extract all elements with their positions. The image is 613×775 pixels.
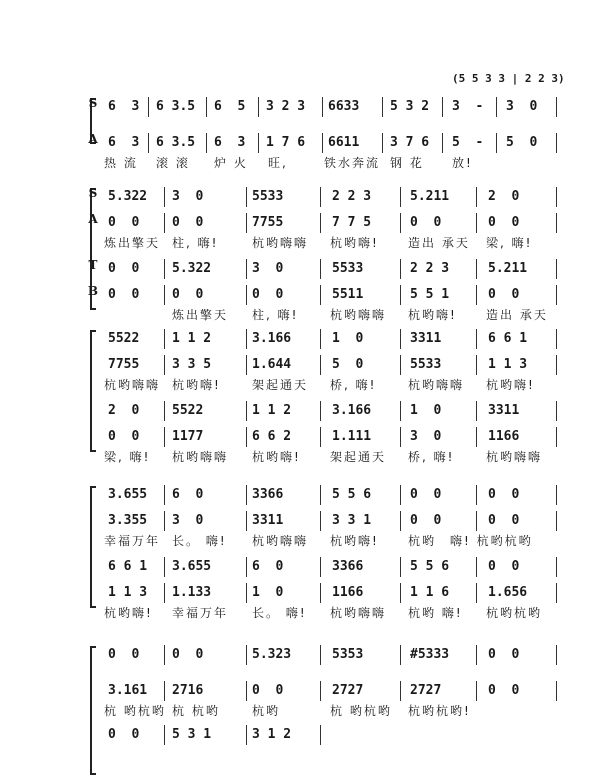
staff-row-lower-2: 0 0 1177 6 6 2 1.111 3 0 1166 <box>0 426 613 448</box>
staff-row-alto: A 0 0 0 0 7755 7 7 5 0 0 0 0 <box>0 212 613 234</box>
staff-row-lower-1: 0 0 5 3 1 3 1 2 <box>0 724 613 746</box>
lyrics-line-lower: 炼出擎天 柱, 嗨! 杭哟嗨嗨 杭哟嗨! 造出 承天 <box>172 308 548 322</box>
staff-row-soprano <box>0 96 613 118</box>
lyrics-line-upper: 杭哟嗨嗨 杭哟嗨! 架起通天 桥, 嗨! 杭哟嗨嗨 杭哟嗨! <box>104 378 535 392</box>
staff-row-bass: B 0 0 0 0 0 0 5511 5 5 1 0 0 <box>0 284 613 306</box>
staff-row-upper-2: 3.355 3 0 3311 3 3 1 0 0 0 0 <box>0 510 613 532</box>
measure: 3 2 3 <box>266 99 306 114</box>
staff-row-upper-2: 7755 3 3 5 1.644 5 0 5533 1 1 3 <box>0 354 613 376</box>
measure: 6 3 <box>108 99 140 114</box>
staff-row-lower-1: 2 0 5522 1 1 2 3.166 1 0 3311 <box>0 400 613 422</box>
lyrics-line: 热 流 滚 滚 炉 火 旺, 铁水奔流 钢 花 放! <box>104 156 473 170</box>
lyrics-line-lower: 梁, 嗨! 杭哟嗨嗨 杭哟嗨! 架起通天 桥, 嗨! 杭哟嗨嗨 <box>104 450 543 464</box>
voice-label: A <box>88 132 98 146</box>
staff-row-upper-1: 3.655 6 0 3366 5 5 6 0 0 0 0 <box>0 484 613 506</box>
measure: 5 0 <box>506 135 538 150</box>
staff-row-upper-2: 3.161 2716 0 0 2727 2727 0 0 <box>0 680 613 702</box>
measure: 5 - <box>452 135 484 150</box>
staff-row-upper-1: 5522 1 1 2 3.166 1 0 3311 6 6 1 <box>0 328 613 350</box>
measure: 6 3 <box>108 135 140 150</box>
measure: 6611 <box>328 135 360 150</box>
staff-row-tenor: T 0 0 5.322 3 0 5533 2 2 3 5.211 <box>0 258 613 280</box>
staff-row-lower-2: 1 1 3 1.133 1 0 1166 1 1 6 1.656 <box>0 582 613 604</box>
measure: 6 3.5 <box>156 135 196 150</box>
voice-label: S <box>88 96 98 110</box>
measure: 6 3.5 <box>156 99 196 114</box>
lyrics-line-upper: 炼出擎天 柱, 嗨! 杭哟嗨嗨 杭哟嗨! 造出 承天 梁, 嗨! <box>104 236 533 250</box>
lyrics-line-lower: 杭哟嗨! 幸福万年 长。 嗨! 杭哟嗨嗨 杭哟 嗨! 杭哟杭哟 <box>104 606 543 620</box>
staff-row-soprano: S 5.322 3 0 5533 2 2 3 5.211 2 0 <box>0 186 613 208</box>
measure: 5 3 2 <box>390 99 430 114</box>
lyrics-line-upper: 杭 哟杭哟 杭 杭哟 杭哟 杭 哟杭哟 杭哟杭哟! <box>104 704 471 718</box>
measure: 6 5 <box>214 99 246 114</box>
staff-row-lower-1: 6 6 1 3.655 6 0 3366 5 5 6 0 0 <box>0 556 613 578</box>
measure: 3 0 <box>506 99 538 114</box>
staff-row-upper-1: 0 0 0 0 5.323 5353 #5333 0 0 <box>0 644 613 666</box>
measure: 6 3 <box>214 135 246 150</box>
lyrics-line-upper: 幸福万年 长。 嗨! 杭哟嗨嗨 杭哟嗨! 杭哟 嗨! 杭哟杭哟 <box>104 534 533 548</box>
optional-notes: (5 5 3 3 | 2 2 3) <box>452 72 565 85</box>
measure: 1 7 6 <box>266 135 306 150</box>
measure: 6633 <box>328 99 360 114</box>
staff-row-alto <box>0 132 613 154</box>
measure: 3 - <box>452 99 484 114</box>
measure: 3 7 6 <box>390 135 430 150</box>
